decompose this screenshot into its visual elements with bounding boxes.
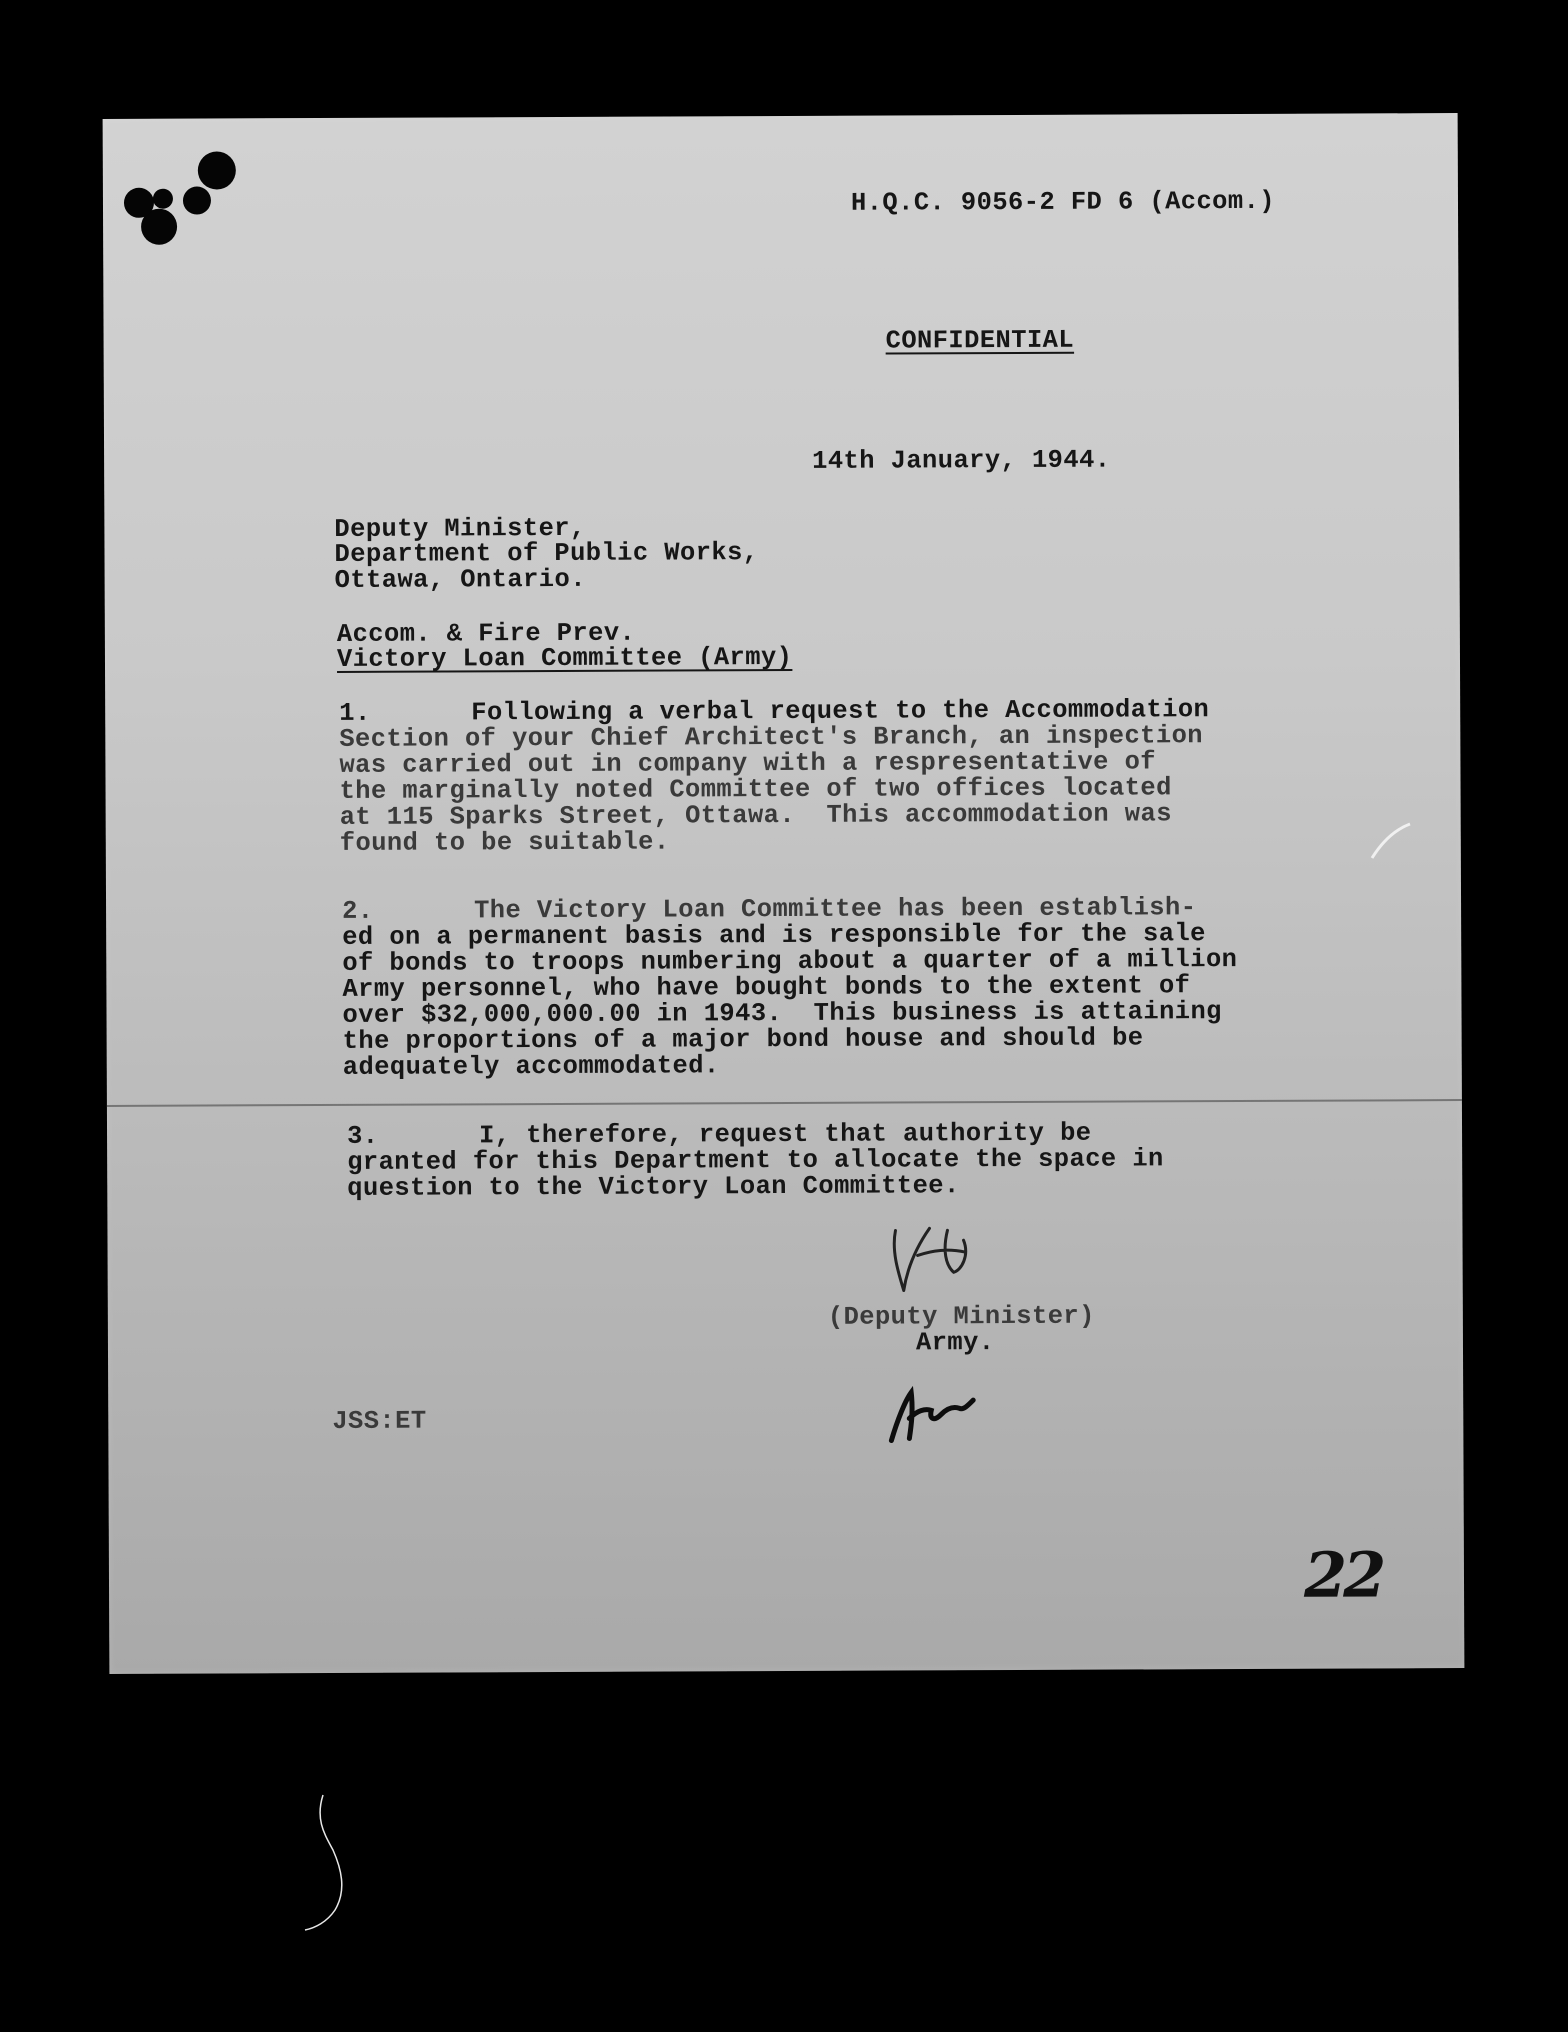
punch-holes [103, 118, 304, 299]
handwritten-signature [883, 1370, 1003, 1451]
addressee-line: Deputy Minister, [334, 513, 586, 544]
paragraph-number: 1. [339, 698, 371, 728]
addressee-line: Department of Public Works, [334, 538, 759, 569]
paragraph-line: the marginally noted Committee of two offices located [339, 773, 1172, 806]
handwritten-initials [877, 1210, 987, 1300]
paragraph-line: of bonds to troops numbering about a quarter of a million [342, 945, 1238, 978]
paragraph-line: The Victory Loan Committee has been establish- [474, 893, 1197, 926]
paragraph-line: adequately accommodated. [342, 1051, 720, 1082]
paragraph-line: over $32,000,000.00 in 1943. This business is attaining [342, 997, 1222, 1030]
subject-line: Accom. & Fire Prev. [336, 618, 636, 649]
paragraph-line: Section of your Chief Architect's Branch, an inspection [339, 721, 1204, 754]
document-page [103, 113, 1465, 1674]
page-number: 22 [1303, 1538, 1383, 1612]
scan-artifact [1370, 820, 1430, 860]
paragraph-line: granted for this Department to allocate the space in [347, 1144, 1164, 1177]
paragraph-number: 3. [346, 1121, 379, 1151]
file-reference: H.Q.C. 9056-2 FD 6 (Accom.) [850, 186, 1276, 218]
paragraph-line: I, therefore, request that authority be [478, 1118, 1092, 1151]
paragraph-line: the proportions of a major bond house and should be [342, 1023, 1144, 1056]
fold-line [107, 1099, 1462, 1107]
addressee-line: Ottawa, Ontario. [334, 564, 586, 595]
paragraph-line: ed on a permanent basis and is responsible for the sale [342, 919, 1206, 952]
signature-title: (Deputy Minister) [827, 1301, 1095, 1332]
paragraph-line: found to be suitable. [339, 827, 670, 858]
reference-initials: JSS:ET [332, 1406, 427, 1436]
paragraph-line: Army personnel, who have bought bonds to the extent of [342, 971, 1191, 1004]
paragraph-line: question to the Victory Loan Committee. [347, 1171, 960, 1203]
paragraph-line: Following a verbal request to the Accommodation [471, 695, 1210, 728]
paragraph-number: 2. [342, 896, 374, 926]
letter-date: 14th January, 1944. [812, 445, 1111, 476]
paragraph-line: at 115 Sparks Street, Ottawa. This accommodation was [339, 799, 1172, 832]
paragraph-line: was carried out in company with a respresentative of [339, 747, 1157, 780]
signature-title: Army. [915, 1328, 995, 1358]
classification-heading: CONFIDENTIAL [885, 325, 1075, 356]
scan-artifact [295, 1790, 375, 1940]
subject-line-underlined: Victory Loan Committee (Army) [336, 642, 793, 674]
